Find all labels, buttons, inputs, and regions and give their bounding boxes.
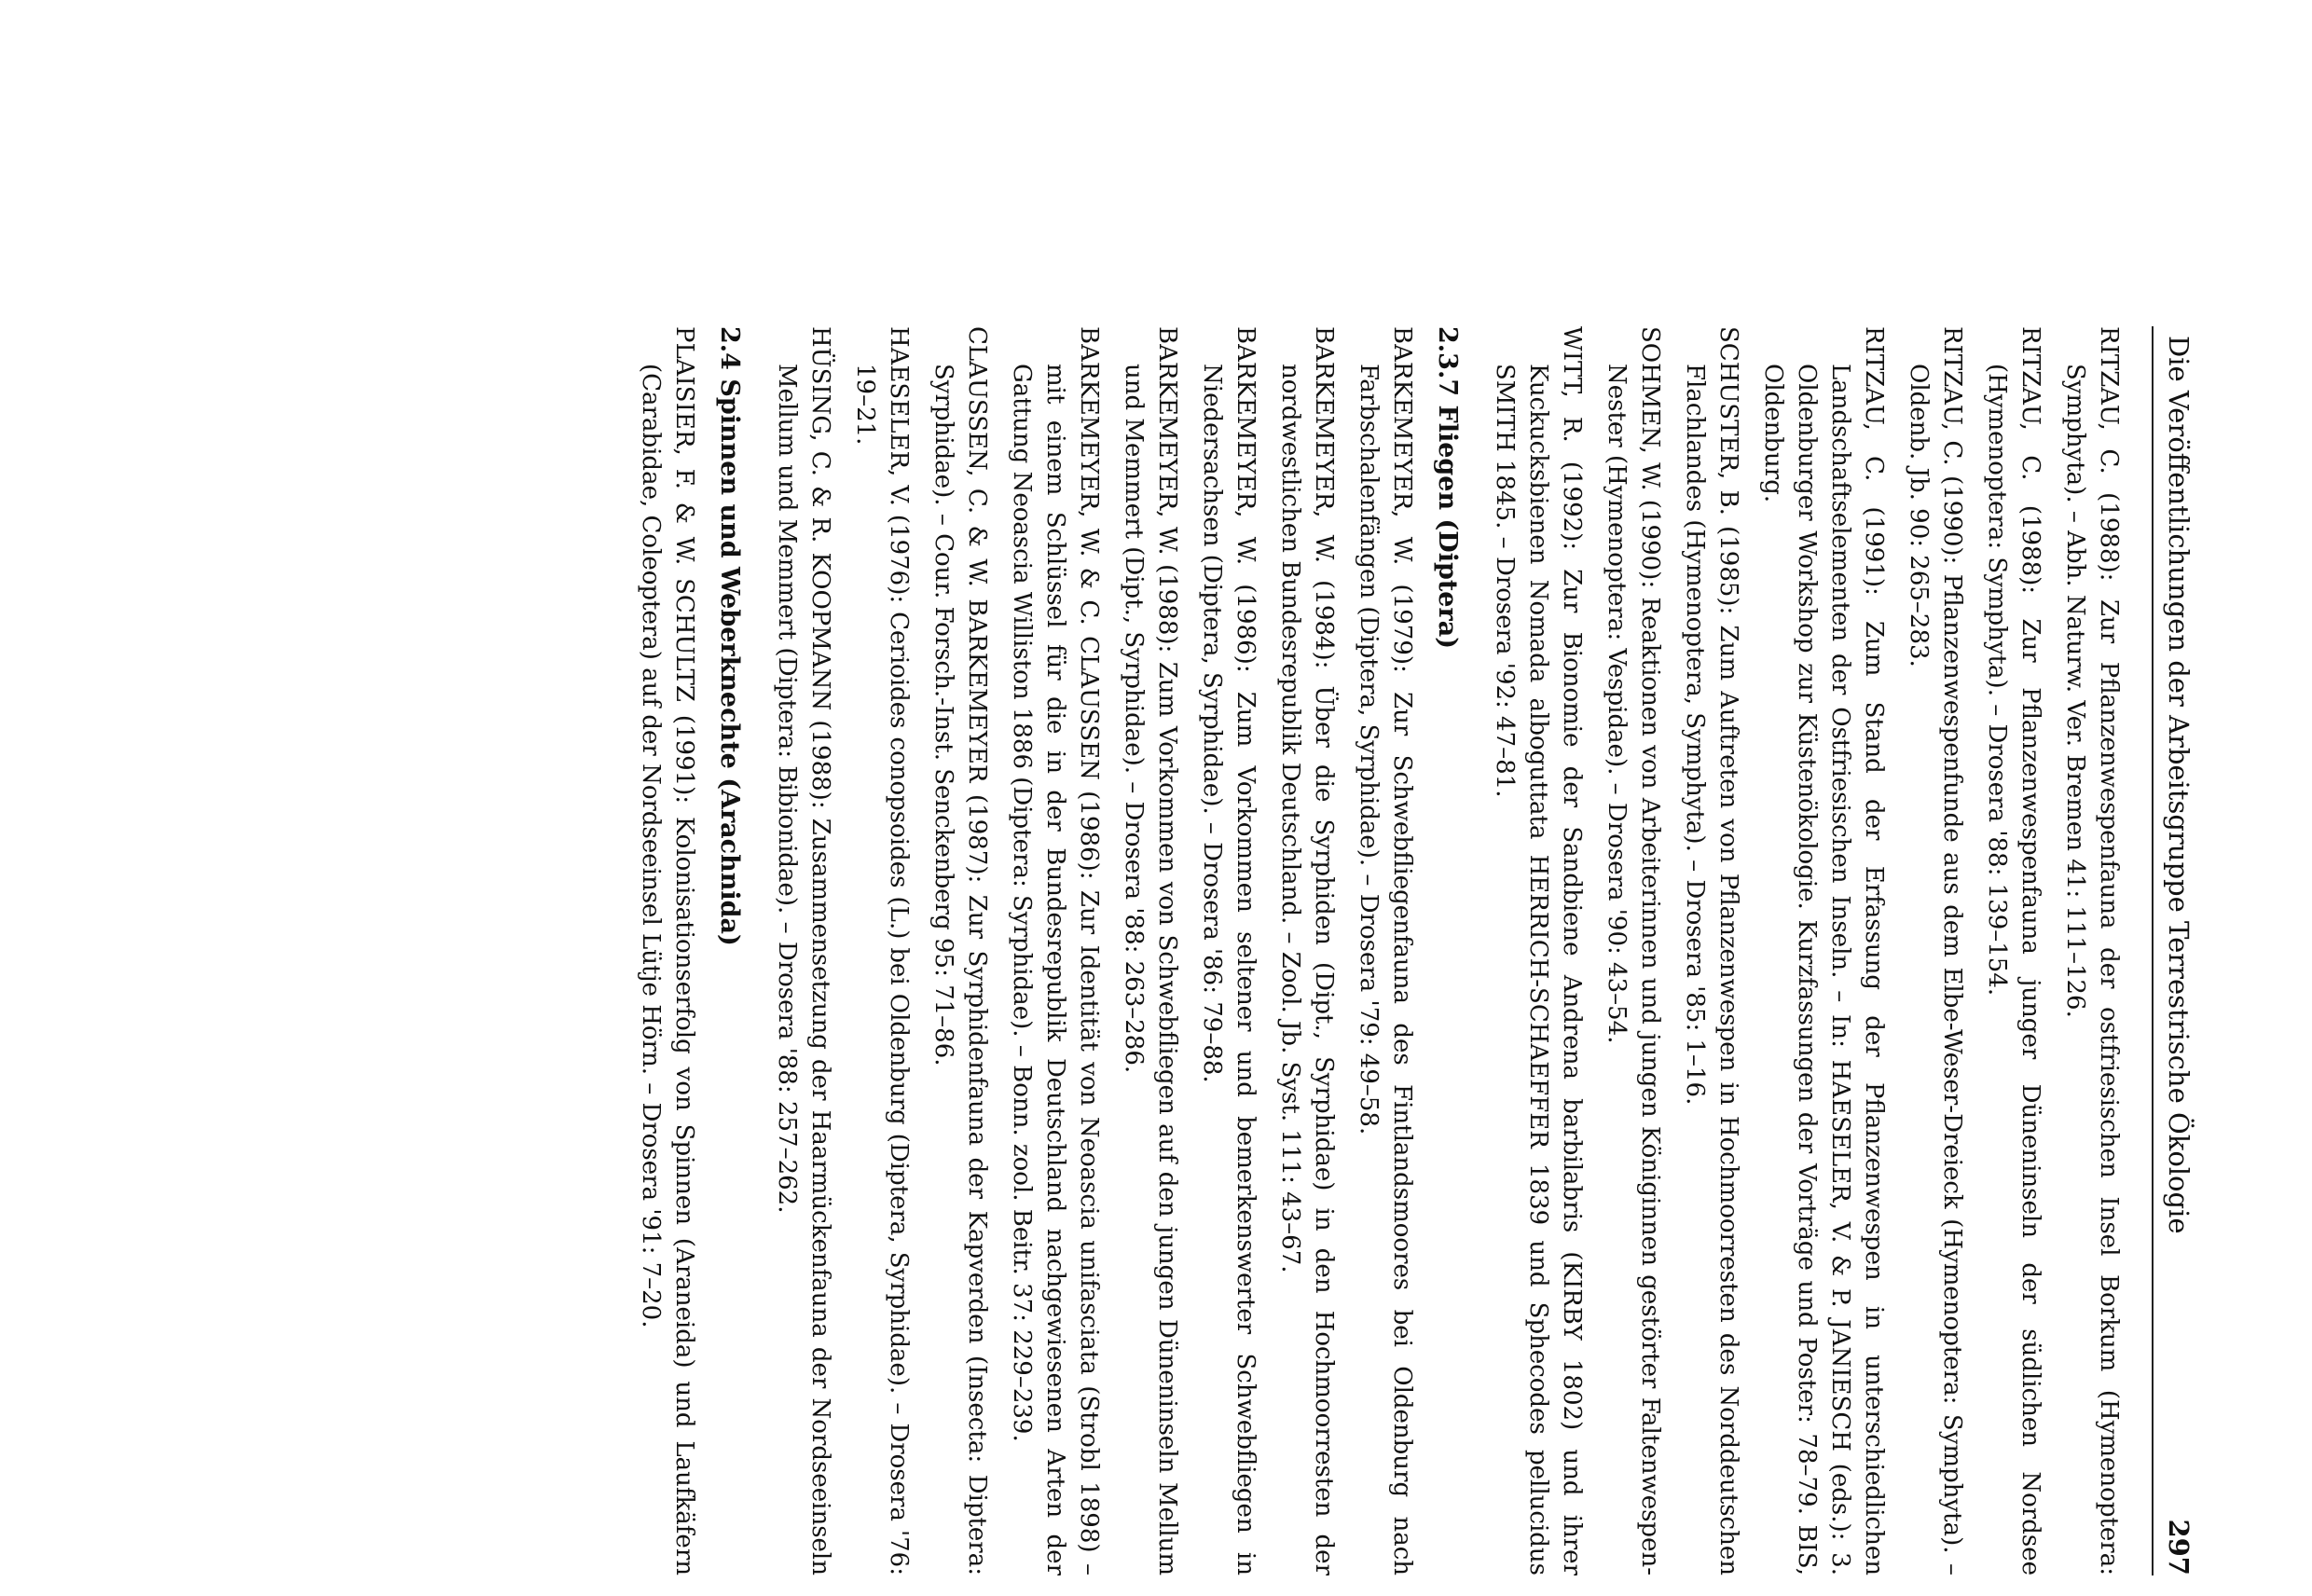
- bibliography-entry: RITZAU, C. (1988): Zur Pflanzenwespenfauna der ostfriesischen Insel Borkum (Hymenoptera: Symphyta). – Abh. Naturw. Ver. Bremen 41: 111–126.: [2061, 326, 2123, 1575]
- bibliography-entry: SCHUSTER, B. (1985): Zum Auftreten von Pflanzenwespen in Hochmoorresten des Norddeutschen Flachlandes (Hymenoptera, Symphyta). – Drosera '85: 1–16.: [1681, 326, 1742, 1575]
- bibliography-entry: PLAISIER, F. & W. SCHULTZ (1991): Kolonisationserfolg von Spinnen (Araneida) und Laufkäfern (Carabidae, Coleoptera) auf der Nordseeinsel Lütje Hörn. – Drosera '91: 7–20.: [637, 326, 698, 1575]
- bibliography-entry: CLAUSSEN, C. & W. BARKEMEYER (1987): Zur Syrphidenfauna der Kapverden (Insecta: Diptera: Syrphidae). – Cour. Forsch.-Inst. Senckenberg 95: 71–86.: [929, 326, 991, 1575]
- bibliography-entry: RITZAU, C. (1988): Zur Pflanzenwespenfauna junger Düneninseln der südlichen Nordsee (Hymenoptera: Symphyta). – Drosera '88: 139–154.: [1983, 326, 2044, 1575]
- bibliography-entry: BARKEMEYER, W. (1979): Zur Schwebfliegenfauna des Fintlandsmoores bei Oldenburg nach Farbschalenfängen (Diptera, Syrphidae). – Drosera '79: 49–58.: [1355, 326, 1416, 1575]
- bibliography-entry: RITZAU, C. (1990): Pflanzenwespenfunde aus dem Elbe-Weser-Dreieck (Hymenoptera: Symphyta). – Oldenb. Jb. 90: 265–283.: [1905, 326, 1966, 1575]
- bibliography-content: [623, 326, 2126, 1575]
- bibliography-entry: HÜSING, C. & R. KOOPMANN (1988): Zusammensetzung der Haarmückenfauna der Nordseeinseln Mellum und Memmert (Diptera: Bibionidae). – Drosera '88: 257–262.: [773, 326, 834, 1575]
- section-heading-diptera: 2.3.7 Fliegen (Diptera): [1433, 326, 1462, 649]
- bibliography-entry: BARKEMEYER, W. & C. CLAUSSEN (1986): Zur Identität von Neoascia unifasciata (Strobl 1898) – mit einem Schlüssel für die in der Bundesrepublik Deutschland nachgewiesenen Arten der Gattung Neoascia Williston 1886 (Diptera: Syrphidae). – Bonn. zool. Beitr. 37: 229–239.: [1008, 326, 1103, 1575]
- bibliography-entry: BARKEMEYER, W. (1984): Über die Syrphiden (Dipt., Syrphidae) in den Hochmoorresten der nordwestlichen Bundesrepublik Deutschland. – Zool. Jb. Syst. 111: 43–67.: [1276, 326, 1338, 1575]
- bibliography-entry: HAESELER, V. (1976): Cerioides conopsoides (L.) bei Oldenburg (Diptera, Syrphidae). – Drosera '76: 19–21.: [851, 326, 913, 1575]
- section-heading-arachnida: 2.4 Spinnen und Weberknechte (Arachnida): [715, 326, 744, 946]
- bibliography-entry: RITZAU, C. (1991): Zum Stand der Erfassung der Pflanzenwespen in unterschiedlichen Landschaftselementen der Ostfriesischen Inseln. – In: HAESELER, V. & P. JANIESCH (eds.): 3. Oldenburger Workshop zur Küstenökologie. Kurzfassungen der Vorträge und Poster: 78–79. BIS, Oldenburg.: [1759, 326, 1888, 1575]
- bibliography-entry: SOHMEN, W. (1990): Reaktionen von Arbeiterinnen und jungen Königinnen gestörter Faltenwespen-Nester (Hymenoptera: Vespidae). – Drosera '90: 43–54.: [1603, 326, 1664, 1575]
- page-header: [2152, 326, 2209, 1575]
- bibliography-entry: BARKEMEYER, W. (1988): Zum Vorkommen von Schwebfliegen auf den jungen Düneninseln Mellum und Memmert (Dipt., Syrphidae). – Drosera '88: 263–286.: [1120, 326, 1181, 1575]
- bibliography-entry: WITT, R. (1992): Zur Bionomie der Sandbiene Andrena barbilabris (KIRBY 1802) und ihrer Kuckucksbienen Nomada alboguttata HERRICH-SCHAEFFER 1839 und Sphecodes pellucidus SMITH 1845. – Drosera '92: 47–81.: [1491, 326, 1586, 1575]
- running-title: Die Veröffentlichungen der Arbeitsgruppe Terrestrische Ökologie: [2163, 336, 2195, 1234]
- bibliography-entry: BARKEMEYER, W. (1986): Zum Vorkommen seltener und bemerkenswerter Schwebfliegen in Niedersachsen (Diptera, Syrphidae). – Drosera '86: 79–88.: [1198, 326, 1259, 1575]
- page-number: 297: [2163, 1519, 2195, 1575]
